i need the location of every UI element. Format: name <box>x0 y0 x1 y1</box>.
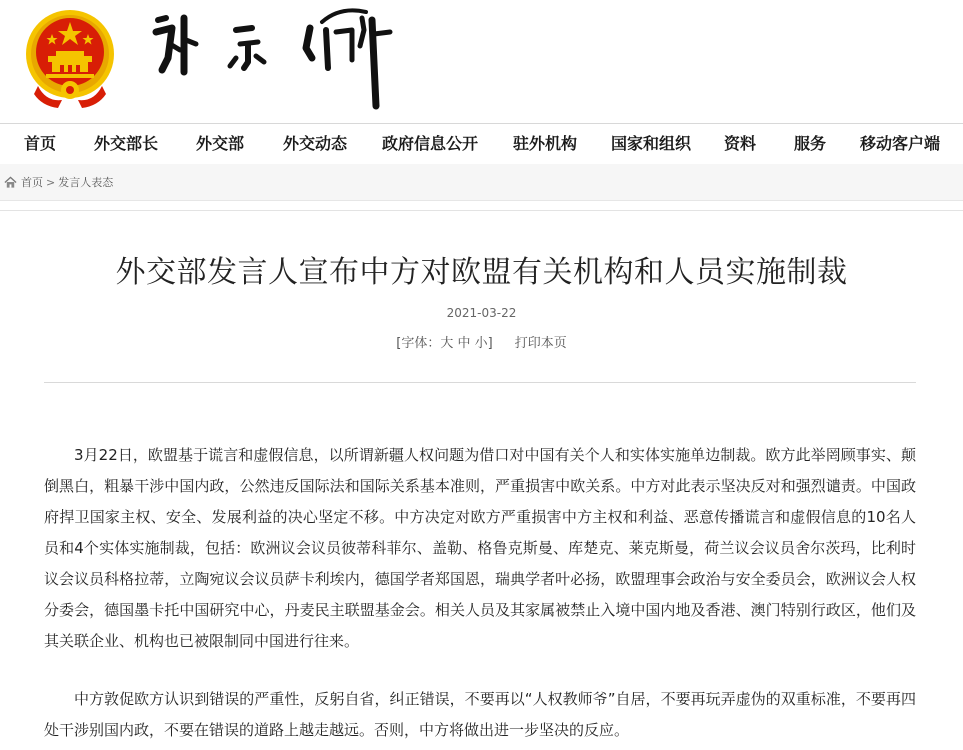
site-header <box>0 0 963 123</box>
nav-item-gov-info[interactable]: 政府信息公开 <box>382 134 479 153</box>
article-tools <box>0 332 963 351</box>
breadcrumb-current-link[interactable]: 发言人表态 <box>58 176 114 189</box>
nav-item-ministry[interactable]: 外交部 <box>196 134 245 153</box>
breadcrumb-bar <box>0 164 963 201</box>
main-nav <box>0 123 963 165</box>
article-paragraph-2: 中方敦促欧方认识到错误的严重性，反躬自省，纠正错误，不要再以“人权教师爷”自居，不要再玩弄虚伪的双重标准，不要再四处干涉别国内政，不要在错误的道路上越走越远。否则，中方将做出进一步坚决的反应。 <box>44 690 916 739</box>
nav-item-missions[interactable]: 驻外机构 <box>513 134 578 153</box>
article-date: 2021-03-22 <box>446 306 517 320</box>
article-card <box>0 210 963 750</box>
nav-item-home[interactable]: 首页 <box>24 134 57 153</box>
nav-item-materials[interactable]: 资料 <box>724 134 757 153</box>
nav-item-countries[interactable]: 国家和组织 <box>611 134 692 153</box>
nav-item-minister[interactable]: 外交部长 <box>94 134 159 153</box>
font-size-control[interactable]: [字体：大 中 小] <box>396 336 493 351</box>
breadcrumb-separator: > <box>46 175 56 189</box>
breadcrumb <box>4 174 113 190</box>
article-title: 外交部发言人宣布中方对欧盟有关机构和人员实施制裁 <box>115 255 848 290</box>
nav-item-services[interactable]: 服务 <box>794 134 827 153</box>
national-emblem-icon[interactable] <box>22 4 118 112</box>
breadcrumb-home-link[interactable]: 首页 <box>21 176 43 189</box>
nav-item-activities[interactable]: 外交动态 <box>283 134 348 153</box>
print-page-button[interactable]: 打印本页 <box>514 336 567 351</box>
article-paragraph-1: 3月22日，欧盟基于谎言和虚假信息，以所谓新疆人权问题为借口对中国有关个人和实体实施单边制裁。欧方此举罔顾事实、颠倒黑白，粗暴干涉中国内政，公然违反国际法和国际关系基本准则，严重损害中欧关系。中方对此表示坚决反对和强烈谴责。中国政府捍卫国家主权、安全、发展利益的决心坚定不移。中方决定对欧方严重损害中方主权和利益、恶意传播谎言和虚假信息的10名人员和4个实体实施制裁，包括：欧洲议会议员彼蒂科菲尔、盖勒、格鲁克斯曼、库楚克、莱克斯曼，荷兰议会议员舍尔茨玛，比利时议会议员科格拉蒂，立陶宛议会议员萨卡利埃内，德国学者郑国恩，瑞典学者叶必扬，欧盟理事会政治与安全委员会，欧洲议会人权分委会，德国墨卡托中国研究中心，丹麦民主联盟基金会。相关人员及其家属被禁止入境中国内地及香港、澳门特别行政区，他们及其关联企业、机构也已被限制同中国进行往来。 <box>44 446 916 650</box>
home-icon <box>4 176 17 189</box>
ministry-calligraphy-logo[interactable] <box>140 0 430 118</box>
article-divider <box>44 382 916 383</box>
nav-item-mobile[interactable]: 移动客户端 <box>860 134 941 153</box>
